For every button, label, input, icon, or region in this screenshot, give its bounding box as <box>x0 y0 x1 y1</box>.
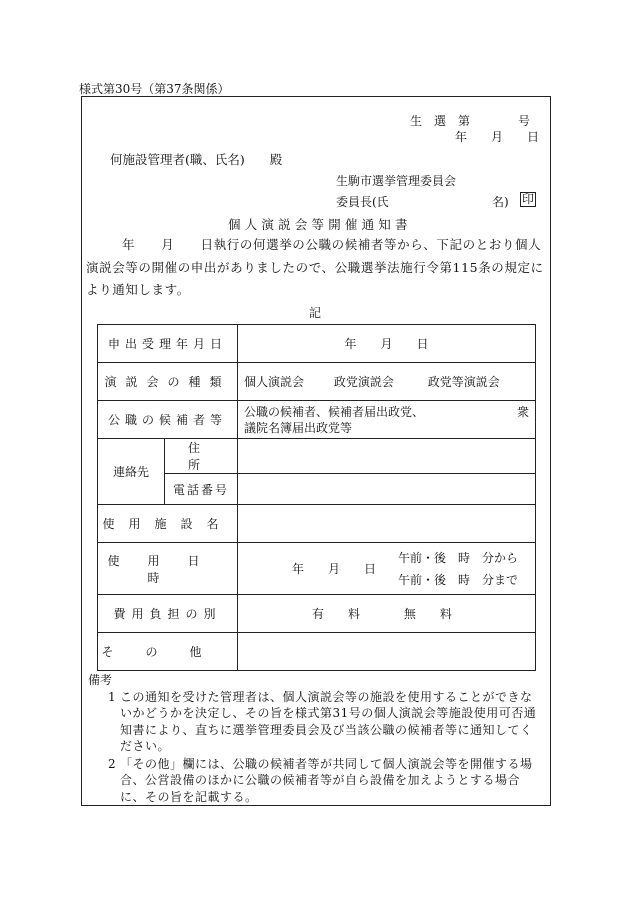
value-datetime <box>238 543 536 595</box>
notes-heading: 備考 <box>88 673 113 687</box>
value-facility <box>238 505 536 543</box>
issuer-chair <box>336 192 535 210</box>
label-contact: 連絡先 <box>98 439 165 505</box>
row-candidate <box>98 401 536 439</box>
label-phone: 電話番号 <box>165 474 238 505</box>
seal-mark: 印 <box>522 192 535 206</box>
notice-table <box>97 324 536 671</box>
note-item <box>96 689 541 755</box>
label-candidate: 公職の候補者等 <box>98 401 238 439</box>
option-party-etc: 政党等演説会 <box>427 375 500 389</box>
datetime-to: 午前・後 時 分まで <box>398 573 519 587</box>
ki-heading: 記 <box>309 306 322 320</box>
chair-prefix: 委員長(氏 <box>336 195 389 209</box>
datetime-from: 午前・後 時 分から <box>398 551 519 565</box>
row-application-date <box>98 325 536 363</box>
option-individual: 個人演説会 <box>244 375 305 389</box>
row-cost <box>98 595 536 633</box>
note-text: 「その他」欄には、公職の候補者等が共同して個人演説会等を開催する場合、公営設備のほかに公職の候補者等が自ら設備を加えようとする場合に、その旨を記載する。 <box>120 756 533 804</box>
row-datetime <box>98 543 536 595</box>
option-party: 政党演説会 <box>333 375 394 389</box>
candidate-line1-tail: 衆 <box>516 405 529 419</box>
label-facility: 使用施設名 <box>98 505 238 543</box>
value-other <box>238 633 536 671</box>
document-number: 生 選 第 号 <box>410 114 531 128</box>
value-address <box>238 439 536 474</box>
value-candidate <box>238 401 536 439</box>
candidate-line1: 公職の候補者、候補者届出政党、 <box>244 404 425 419</box>
row-meeting-type <box>98 363 536 401</box>
label-other: その他 <box>98 633 238 671</box>
value-application-date: 年 月 日 <box>238 325 536 363</box>
row-facility <box>98 505 536 543</box>
chair-suffix: 名) <box>492 195 509 209</box>
value-meeting-type <box>238 363 536 401</box>
issue-date: 年 月 日 <box>455 130 540 144</box>
label-meeting-type: 演説会の種類 <box>98 363 238 401</box>
cost-paid: 有 料 <box>312 607 361 621</box>
issuer-committee: 生駒市選挙管理委員会 <box>336 174 457 188</box>
candidate-line2: 議院名簿届出政党等 <box>244 420 353 435</box>
row-other <box>98 633 536 671</box>
note-item <box>96 756 541 806</box>
note-text: この通知を受けた管理者は、個人演説会等の施設を使用することができないかどうかを決定し、その旨を様式第31号の個人演説会等施設使用可否通知書により、直ちに選挙管理委員会及び当該公職の候補者等に通知してください。 <box>120 689 537 753</box>
label-application-date: 申出受理年月日 <box>98 325 238 363</box>
label-cost: 費用負担の別 <box>98 595 238 633</box>
value-phone <box>238 474 536 505</box>
addressee: 何施設管理者(職、氏名) 殿 <box>110 152 283 167</box>
note-number: 2 <box>108 756 117 771</box>
label-address: 住 所 <box>165 439 238 474</box>
body-text: 年 月 日執行の何選挙の公職の候補者等から、下記のとおり個人演説会等の開催の申出がありましたので、公職選挙法施行令第115条の規定により通知します。 <box>86 237 544 297</box>
document-title: 個人演説会等開催通知書 <box>228 217 412 232</box>
datetime-date: 年 月 日 <box>292 562 377 576</box>
form-id: 様式第30号（第37条関係） <box>79 82 230 96</box>
value-cost <box>238 595 536 633</box>
note-number: 1 <box>108 689 117 704</box>
notes <box>88 672 541 805</box>
row-address <box>98 439 536 474</box>
cost-free: 無 料 <box>403 607 452 621</box>
label-datetime: 使用日時 <box>98 543 238 595</box>
